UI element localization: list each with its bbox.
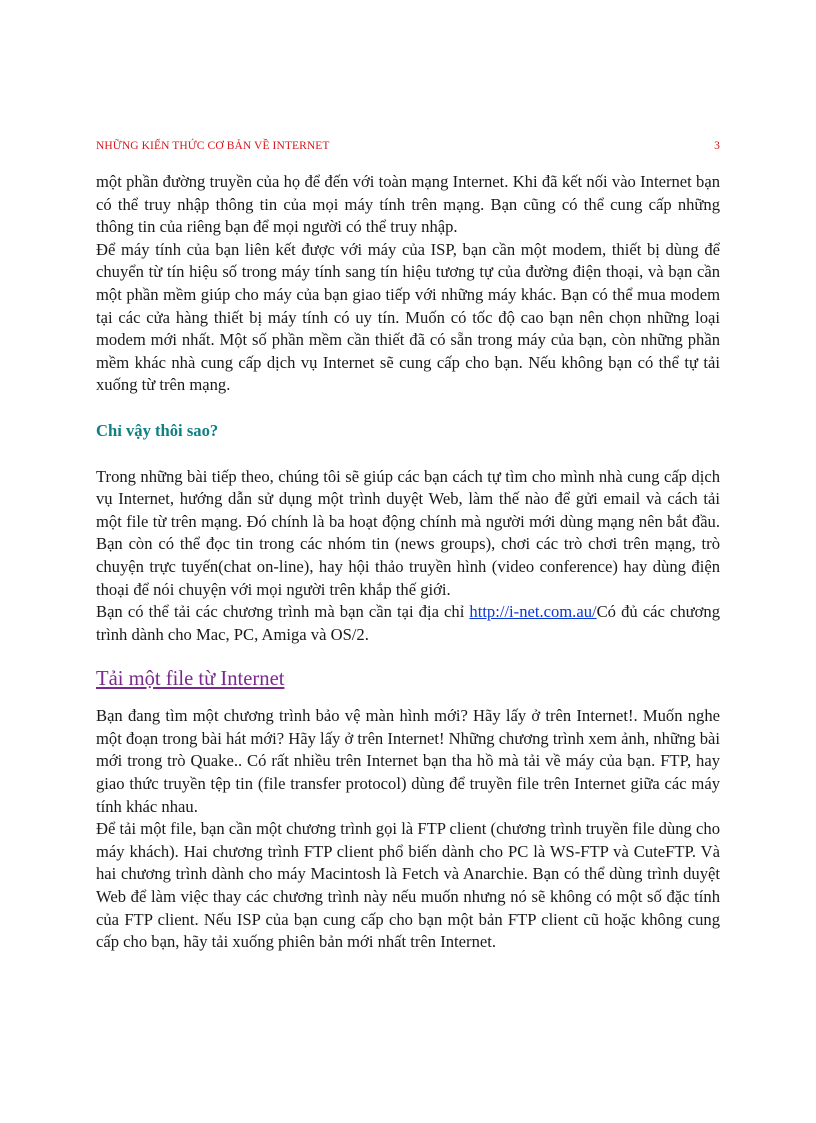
running-header (96, 140, 720, 156)
paragraph-modem: Để máy tính của bạn liên kết được với máy của ISP, bạn cần một modem, thiết bị dùng để chuyển từ tín hiệu số trong máy tính sang tín hiệu tương tự của đường điện thoại, và bạn cần một phần mềm giúp cho máy của bạn giao tiếp với những máy khác. Bạn có thể mua modem tại các cửa hàng thiết bị máy tính có uy tín. Muốn có tốc độ cao bạn nên chọn những loại modem mới nhất. Một số phần mềm cần thiết đã có sẵn trong máy của bạn, còn những phần mềm khác nhà cung cấp dịch vụ Internet sẽ cung cấp cho bạn. Nếu không bạn có thể tự tải xuống từ trên mạng. (96, 239, 720, 395)
paragraph-activities: Trong những bài tiếp theo, chúng tôi sẽ giúp các bạn cách tự tìm cho mình nhà cung cấp dịch vụ Internet, hướng dẫn sử dụng một trình duyệt Web, làm thế nào để gửi email và cách tải một file từ trên mạng. Đó chính là ba hoạt động chính mà người mới dùng mạng nên bắt đầu. Bạn còn có thể đọc tin trong các nhóm tin (news groups), chơi các trò chơi trên mạng, trò chuyện trực tuyến(chat on-line), hay hội thảo truyền hình (video conference) hay dùng điện thoại để nói chuyện với mọi người trên khắp thế giới. (96, 466, 720, 599)
section-title: Tải một file từ Internet (96, 668, 285, 691)
address-text-before: Bạn có thể tải các chương trình mà bạn cần tại địa chỉ (96, 602, 470, 622)
paragraph-download-address (96, 601, 720, 646)
page-number: 3 (714, 140, 720, 152)
paragraph-ftp-client: Để tải một file, bạn cần một chương trình gọi là FTP client (chương trình truyền file dùng cho máy khách). Hai chương trình FTP client phổ biến dành cho PC là WS-FTP và CuteFTP. Và hai chương trình dành cho máy Macintosh là Fetch và Anarchie. Bạn có thể dùng trình duyệt Web để làm việc thay các chương trình này nếu muốn nhưng nó sẽ không có một số đặc tính của FTP client. Nếu ISP của bạn cung cấp cho bạn một bản FTP client cũ hoặc không cung cấp cho bạn, hãy tải xuống phiên bản mới nhất trên Internet. (96, 819, 720, 952)
document-body (96, 171, 720, 954)
subheading: Chỉ vậy thôi sao? (96, 420, 219, 440)
download-link[interactable]: http://i-net.com.au/ (469, 602, 597, 622)
address-text-after: Có đủ các chương trình dành cho Mac, PC, Amiga và OS/2. (96, 602, 720, 644)
paragraph-intro: một phần đường truyền của họ để đến với toàn mạng Internet. Khi đã kết nối vào Internet bạn có thể truy nhập thông tin của mọi máy tính trên mạng. Bạn cũng có thể cung cấp những thông tin của riêng bạn để mọi người có thể truy nhập. (96, 172, 720, 237)
paragraph-ftp-intro: Bạn đang tìm một chương trình bảo vệ màn hình mới? Hãy lấy ở trên Internet!. Muốn nghe một đoạn trong bài hát mới? Hãy lấy ở trên Internet! Những chương trình xem ảnh, những bài mới trong trò Quake.. Có rất nhiều trên Internet bạn tha hồ mà tải về máy của bạn. FTP, hay giao thức truyền tệp tin (file transfer protocol) dùng để truyền file trên Internet giữa các máy tính khác nhau. (96, 706, 720, 816)
header-title: NHỮNG KIẾN THỨC CƠ BẢN VỀ INTERNET (96, 140, 330, 152)
